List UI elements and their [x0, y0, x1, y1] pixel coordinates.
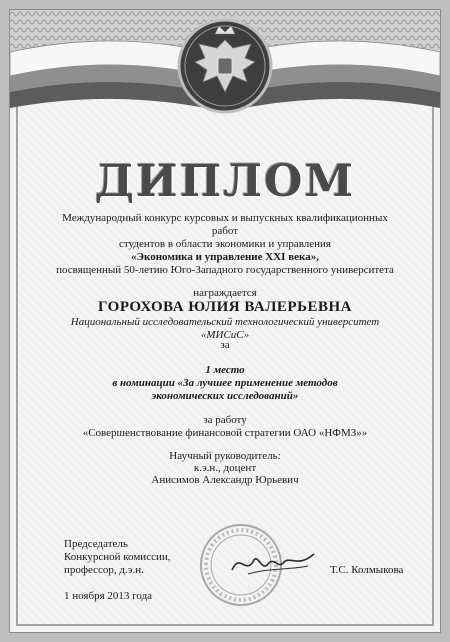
- nomination-text: [10, 377, 440, 403]
- recipient-name: ГОРОХОВА ЮЛИЯ ВАЛЕРЬЕВНА: [97, 299, 353, 315]
- for-label: за: [220, 339, 230, 351]
- contest-line-4: посвященный 50-летию Юго-Западного государственного университета: [56, 264, 394, 276]
- university-line-2: «МИСиС»: [200, 329, 250, 341]
- nomination-line-2: экономических исследований»: [151, 390, 299, 402]
- chair-title: [64, 538, 170, 577]
- chair-line-2: Конкурсной комиссии,: [64, 551, 171, 563]
- chair-line-1: Председатель: [64, 538, 128, 550]
- handwritten-signature: [228, 546, 318, 580]
- nomination-line-1: в номинации «За лучшее применение методов: [112, 377, 338, 389]
- contest-description: [10, 212, 440, 277]
- contest-name: «Экономика и управление XXI века»,: [131, 251, 319, 263]
- work-label: за работу: [203, 414, 247, 426]
- double-headed-eagle-emblem: [177, 14, 273, 122]
- supervisor-degree: к.э.н., доцент: [193, 462, 257, 474]
- contest-line-2: студентов в области экономики и управления: [119, 238, 331, 250]
- diploma-title: ДИПЛОМ: [94, 156, 356, 207]
- signer-name: Т.С. Колмыкова: [330, 564, 404, 576]
- place-award: 1 место: [205, 364, 245, 376]
- supervisor-name: Анисимов Александр Юрьевич: [151, 474, 299, 486]
- work-title: «Совершенствование финансовой стратегии ОАО «НФМЗ»»: [82, 427, 368, 439]
- university-line-1: Национальный исследовательский технологический университет: [70, 316, 380, 328]
- chair-line-3: профессор, д.э.н.: [64, 564, 144, 576]
- contest-line-1: Международный конкурс курсовых и выпускных квалификационных работ: [62, 212, 388, 237]
- awarded-label: награждается: [193, 287, 257, 299]
- supervisor-label: Научный руководитель:: [169, 450, 281, 462]
- issue-date: 1 ноября 2013 года: [64, 590, 153, 602]
